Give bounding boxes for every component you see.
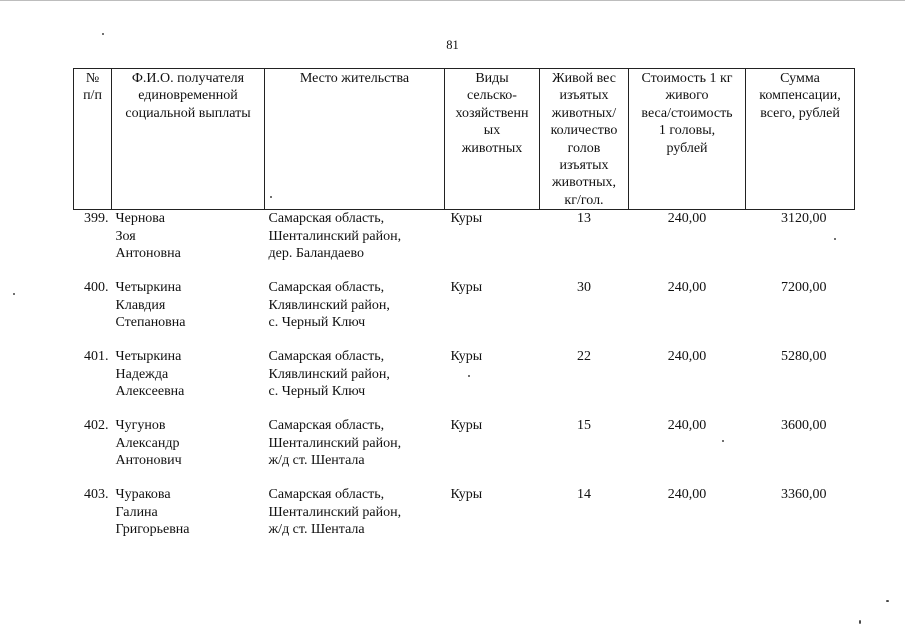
scan-speck [722, 440, 724, 442]
header-text-line: Виды [475, 71, 509, 86]
compensation-sum: 3360,00 [781, 487, 827, 503]
compensation-table [73, 68, 855, 555]
header-recipient-name [112, 69, 265, 210]
header-text-line: № [85, 71, 100, 86]
residence-address-line: Самарская область, [268, 349, 385, 365]
header-text-line: Живой вес [552, 71, 616, 86]
header-text-line: п/п [83, 88, 102, 104]
live-weight: 15 [577, 418, 591, 434]
header-row [74, 69, 855, 210]
table-body [74, 210, 855, 556]
recipient-name-line: Клавдия [115, 297, 166, 313]
residence-address [265, 417, 445, 486]
table-row [74, 486, 855, 555]
recipient-name-line: Четыркина [115, 349, 182, 365]
recipient-name-line: Антоновна [115, 246, 181, 262]
residence-address-line: Клявлинский район, [268, 297, 390, 313]
header-text-line: изъятых [559, 158, 609, 174]
residence-address [265, 210, 445, 280]
header-text-line: рублей [666, 140, 708, 156]
header-text-line: голов [567, 140, 601, 156]
live-weight: 14 [577, 487, 591, 503]
recipient-name-line: Алексеевна [115, 384, 185, 400]
recipient-name [112, 348, 265, 417]
recipient-name-line: Александр [115, 435, 180, 451]
table-row [74, 417, 855, 486]
unit-cost: 240,00 [667, 211, 707, 227]
recipient-name-line: Четыркина [115, 280, 182, 296]
header-live-weight [540, 69, 629, 210]
header-text-line: живого [665, 88, 709, 104]
header-text-line: 1 головы, [658, 123, 716, 139]
scan-speck [468, 375, 470, 377]
residence-address [265, 348, 445, 417]
compensation-sum: 5280,00 [781, 349, 827, 365]
recipient-name-line: Григорьевна [115, 522, 190, 538]
header-animal-kind [445, 69, 540, 210]
scan-speck [13, 293, 15, 295]
row-number: 402. [84, 418, 109, 434]
header-text-line: Место жительства [299, 71, 410, 86]
residence-address-line: с. Черный Ключ [268, 384, 366, 400]
residence-address-line: Шенталинский район, [268, 228, 402, 244]
scan-speck [834, 238, 836, 240]
header-compensation-sum [746, 69, 855, 210]
header-text-line: кг/гол. [564, 192, 604, 208]
header-text-line: Ф.И.О. получателя [131, 71, 245, 86]
header-text-line: Стоимость 1 кг [641, 71, 733, 86]
recipient-name-line: Зоя [115, 228, 136, 244]
residence-address-line: дер. Баландаево [268, 246, 364, 262]
header-unit-cost [629, 69, 746, 210]
residence-address-line: Самарская область, [268, 418, 385, 434]
row-number: 401. [84, 349, 109, 365]
header-text-line: веса/стоимость [641, 105, 733, 121]
unit-cost: 240,00 [667, 349, 707, 365]
unit-cost: 240,00 [667, 418, 707, 434]
compensation-sum: 3120,00 [781, 211, 827, 227]
header-text-line: хозяйственн [455, 105, 529, 121]
residence-address-line: ж/д ст. Шентала [268, 453, 365, 469]
header-text-line: животных, [551, 175, 616, 191]
live-weight: 30 [577, 280, 591, 296]
header-text-line: единовременной [138, 88, 238, 104]
table-row [74, 279, 855, 348]
residence-address-line: Шенталинский район, [268, 435, 402, 451]
header-text-line: животных [461, 140, 523, 156]
scan-speck [859, 620, 861, 624]
header-text-line: ых [483, 123, 501, 139]
row-number: 400. [84, 280, 109, 296]
row-number: 399. [84, 211, 109, 227]
residence-address-line: Самарская область, [268, 280, 385, 296]
table-row [74, 210, 855, 280]
recipient-name [112, 486, 265, 555]
header-text-line: количество [550, 123, 618, 139]
compensation-sum: 3600,00 [781, 418, 827, 434]
animal-kind: Куры [450, 418, 483, 434]
recipient-name-line: Степановна [115, 315, 186, 331]
residence-address-line: Клявлинский район, [268, 366, 390, 382]
animal-kind: Куры [450, 349, 483, 365]
header-residence [265, 69, 445, 210]
residence-address-line: ж/д ст. Шентала [268, 522, 365, 538]
table-row [74, 348, 855, 417]
residence-address-line: с. Черный Ключ [268, 315, 366, 331]
recipient-name [112, 279, 265, 348]
header-text-line: компенсации, [759, 88, 841, 104]
header-text-line: изъятых [559, 88, 609, 104]
unit-cost: 240,00 [667, 280, 707, 296]
animal-kind: Куры [450, 280, 483, 296]
compensation-sum: 7200,00 [781, 280, 827, 296]
header-text-line: Сумма [780, 71, 820, 86]
header-text-line: животных/ [551, 105, 617, 121]
header-text-line: сельско- [467, 88, 517, 104]
recipient-name-line: Галина [115, 504, 158, 520]
live-weight: 13 [577, 211, 591, 227]
animal-kind: Куры [450, 487, 483, 503]
live-weight: 22 [577, 349, 591, 365]
recipient-name [112, 210, 265, 280]
header-text-line: социальной выплаты [125, 105, 251, 121]
recipient-name-line: Чугунов [115, 418, 166, 434]
residence-address [265, 486, 445, 555]
recipient-name-line: Чернова [115, 211, 165, 227]
recipient-name-line: Чуракова [115, 487, 171, 503]
residence-address [265, 279, 445, 348]
residence-address-line: Самарская область, [268, 487, 385, 503]
recipient-name-line: Надежда [115, 366, 169, 382]
scan-speck [886, 600, 889, 602]
residence-address-line: Самарская область, [268, 211, 385, 227]
scan-top-edge [0, 0, 905, 1]
animal-kind: Куры [450, 211, 483, 227]
header-number [74, 69, 112, 210]
recipient-name-line: Антонович [115, 453, 182, 469]
scan-speck [270, 196, 272, 198]
recipient-name [112, 417, 265, 486]
header-text-line: всего, рублей [760, 105, 840, 121]
row-number: 403. [84, 487, 109, 503]
residence-address-line: Шенталинский район, [268, 504, 402, 520]
page-number: 81 [446, 38, 459, 52]
unit-cost: 240,00 [667, 487, 707, 503]
scan-speck [102, 33, 104, 35]
